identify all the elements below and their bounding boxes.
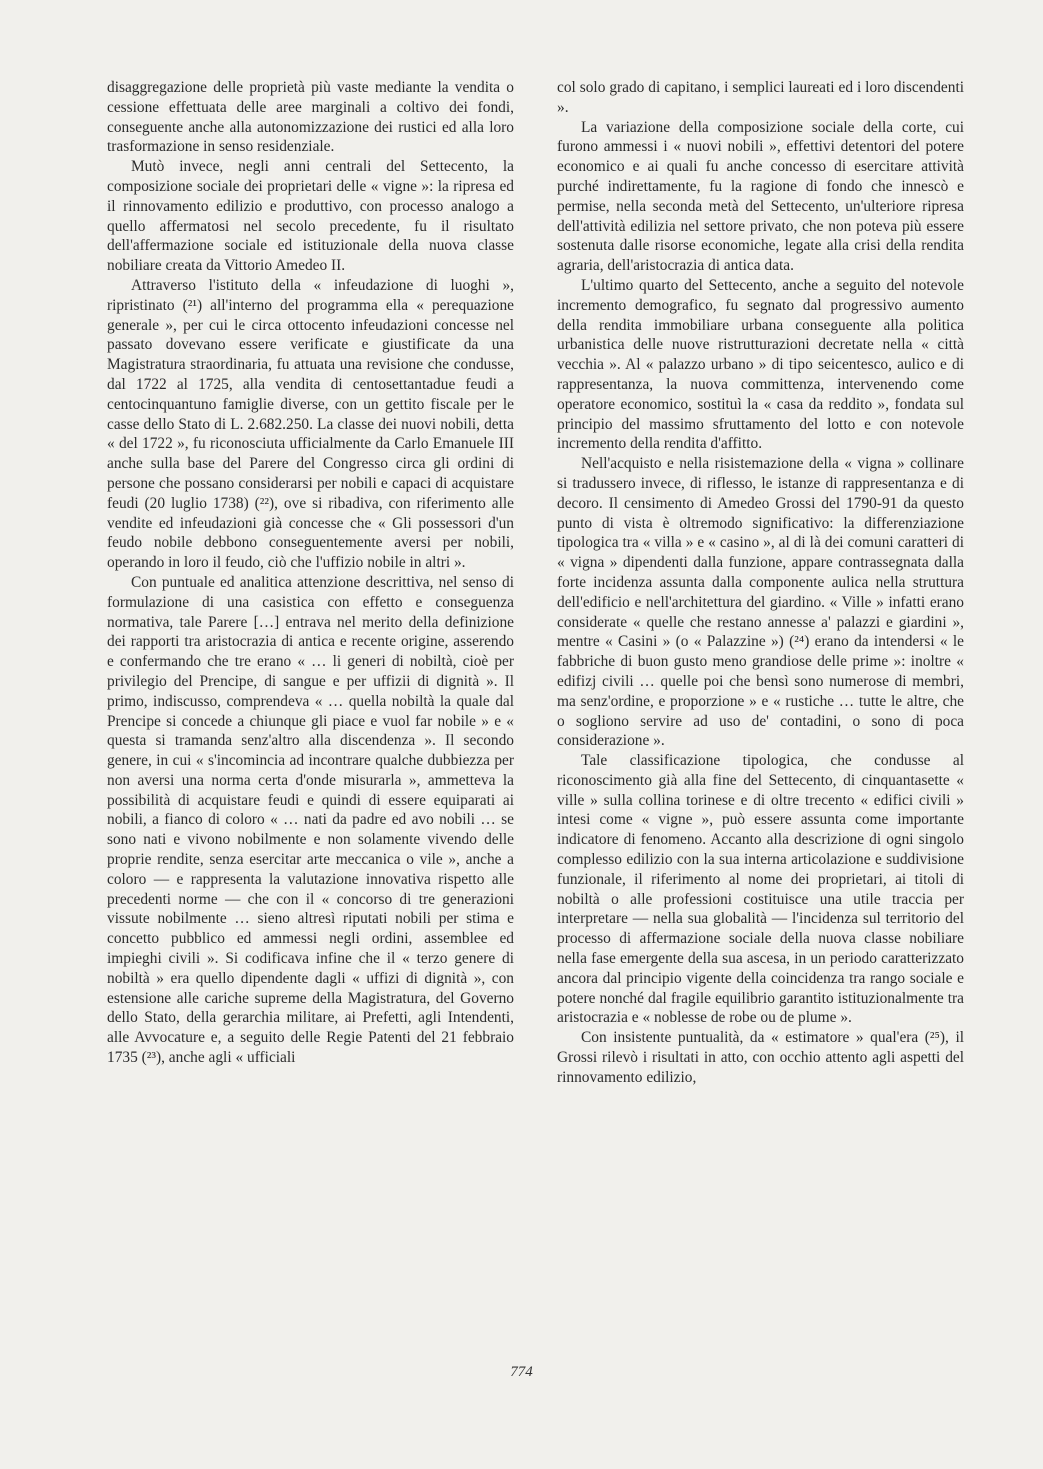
paragraph: Nell'acquisto e nella risistemazione della « vigna » collinare si tradussero invece, di riflesso, le istanze di rappresentanza e di decoro. Il censimento di Amedeo Grossi del 1790-91 da questo punto di vista è oltremodo significativo: la differenziazione tipologica tra « villa » e « casino », al di là dei comuni caratteri di « vigna » dipendenti dalla funzione, appare contrassegnata dalla forte incidenza assunta dalla componente aulica nella struttura dell'edificio e nell'architettura del giardino. « Ville » infatti erano considerate « quelle che restano annesse a' palazzi e giardini », mentre « Casini » (o « Palazzine ») (²⁴) erano da intendersi « le fabbriche di buon gusto meno grandiose delle prime »: inoltre « edifizj civili … quelle poi che bensì sono numerose di membri, ma senz'ordine, e proporzione » e « rustiche … tutte le altre, che o sogliono servire ad uso de' contadini, o sono di poca considerazione ». — [557, 455, 964, 750]
paragraph: disaggregazione delle proprietà più vaste mediante la vendita o cessione effettuata delle aree marginali a coltivo dei fondi, conseguente anche alla autonomizzazione dei rustici ed alla loro trasformazione in senso residenziale. — [107, 79, 514, 156]
paragraph: Con insistente puntualità, da « estimatore » qual'era (²⁵), il Grossi rilevò i risultati in atto, con occhio attento agli aspetti del rinnovamento edilizio, — [557, 1029, 964, 1086]
paragraph: Attraverso l'istituto della « infeudazione di luoghi », ripristinato (²¹) all'interno del programma ella « perequazione generale », per cui le circa ottocento infeudazioni concesse nel passato dovevano essere verificate e giustificate da una Magistratura straordinaria, fu attuata una revisione che condusse, dal 1722 al 1725, alla vendita di centosettantadue feudi a centocinquantuno famiglie diverse, con un gettito fiscale per le casse dello Stato di L. 2.682.250. La classe dei nuovi nobili, detta « del 1722 », fu riconosciuta ufficialmente da Carlo Emanuele III anche sulla base del Parere del Congresso circa gli ordini di persone che possano considerarsi per nobili e capaci di acquistare feudi (20 luglio 1738) (²²), ove si ribadiva, con riferimento alle vendite ed infeudazioni già concesse che « Gli possessori d'un feudo nobile debbono conseguentemente aversi per nobili, operando in loro il feudo, ciò che l'uffizio nobile in altri ». — [107, 276, 514, 572]
paragraph: col solo grado di capitano, i semplici laureati ed i loro discendenti ». — [557, 79, 964, 116]
paragraph: Mutò invece, negli anni centrali del Settecento, la composizione sociale dei proprietari delle « vigne »: la ripresa ed il rinnovamento edilizio e produttivo, con processo analogo a quello affermatosi nel secolo precedente, fu il risultato dell'affermazione sociale ed istituzionale della nuova classe nobiliare creata da Vittorio Amedeo II. — [107, 158, 514, 275]
right-column — [557, 78, 964, 1088]
paragraph: Con puntuale ed analitica attenzione descrittiva, nel senso di formulazione di una casistica con effetto e conseguenza normativa, tale Parere […] entrava nel merito della definizione dei rapporti tra aristocrazia di antica e recente origine, asserendo e confermando che tre erano « … li generi di nobiltà, cioè per privilegio del Prencipe, di sangue e per uffizii di dignità ». Il primo, indiscusso, comprendeva « … quella nobiltà la quale dal Prencipe si concede a chiunque gli piace e vuol far nobile » e « questa si tramanda senz'altro alla discendenza ». Il secondo genere, in cui « s'incomincia ad incontrare qualche dubbiezza per non aversi una norma certa d'onde misurarla », ammetteva la possibilità di acquistare feudi e quindi di essere equiparati ai nobili, a fianco di coloro « … nati da padre ed avo nobili … se sono nati e vivono nobilmente e non solamente vivendo delle proprie rendite, senza esercitar arte meccanica o vile », anche a coloro — e rappresenta la valutazione innovativa rispetto alle precedenti norme — che con il « concorso di tre generazioni vissute nobilmente … sieno altresì riputati nobili per stima e concetto pubblico ed ammessi negli ordini, assemblee ed impieghi civili ». Si codificava infine che il « terzo genere di nobiltà » era quello dipendente dagli « uffizi di dignità », con estensione alle cariche supreme della Magistratura, del Governo dello Stato, della gerarchia militare, ai Prefetti, agli Intendenti, alle Avvocature e, a seguito delle Regie Patenti del 21 febbraio 1735 (²³), anche agli « ufficiali — [107, 573, 514, 1067]
left-column — [107, 78, 514, 1068]
paragraph: La variazione della composizione sociale della corte, cui furono ammessi i « nuovi nobili », effettivi detentori del potere economico e ai quali fu anche concesso di esercitare attività purché indirettamente, fu la ragione di fondo che innescò e permise, nella seconda metà del Settecento, un'ulteriore ripresa dell'attività edilizia nel settore privato, che non poteva più essere sostenuta dalle risorse economiche, legate alla crisi della rendita agraria, dell'aristocrazia di antica data. — [557, 118, 964, 275]
paragraph: L'ultimo quarto del Settecento, anche a seguito del notevole incremento demografico, fu segnato dal progressivo aumento della rendita immobiliare urbana conseguente alla politica urbanistica delle nuove ristrutturazioni decretate nella « città vecchia ». Al « palazzo urbano » di tipo seicentesco, aulico e di rappresentanza, la nuova committenza, intervenendo come operatore economico, sostituì la « casa da reddito », fondata sul principio del massimo sfruttamento del lotto e con notevole incremento della rendita d'affitto. — [557, 276, 964, 453]
paragraph: Tale classificazione tipologica, che condusse al riconoscimento già alla fine del Settecento, di cinquantasette « ville » sulla collina torinese e di oltre trecento « edifici civili » intesi come « vigne », può essere assunta come importante indicatore di fenomeno. Accanto alla descrizione di ogni singolo complesso edilizio con la sua interna articolazione e suddivisione funzionale, il riferimento al nome dei proprietari, ai titoli di nobiltà o alle professioni costituisce una utile traccia per interpretare — nella sua globalità — l'incidenza sul territorio del processo di affermazione sociale della nuova classe nobiliare nella fase emergente della sua ascesa, in un periodo caratterizzato ancora dal principio vigente della coincidenza tra rango sociale e potere nonché dal fragile equilibrio garantito istituzionalmente tra aristocrazia e « noblesse de robe ou de plume ». — [557, 752, 964, 1027]
page-number: 774 — [510, 1364, 533, 1380]
